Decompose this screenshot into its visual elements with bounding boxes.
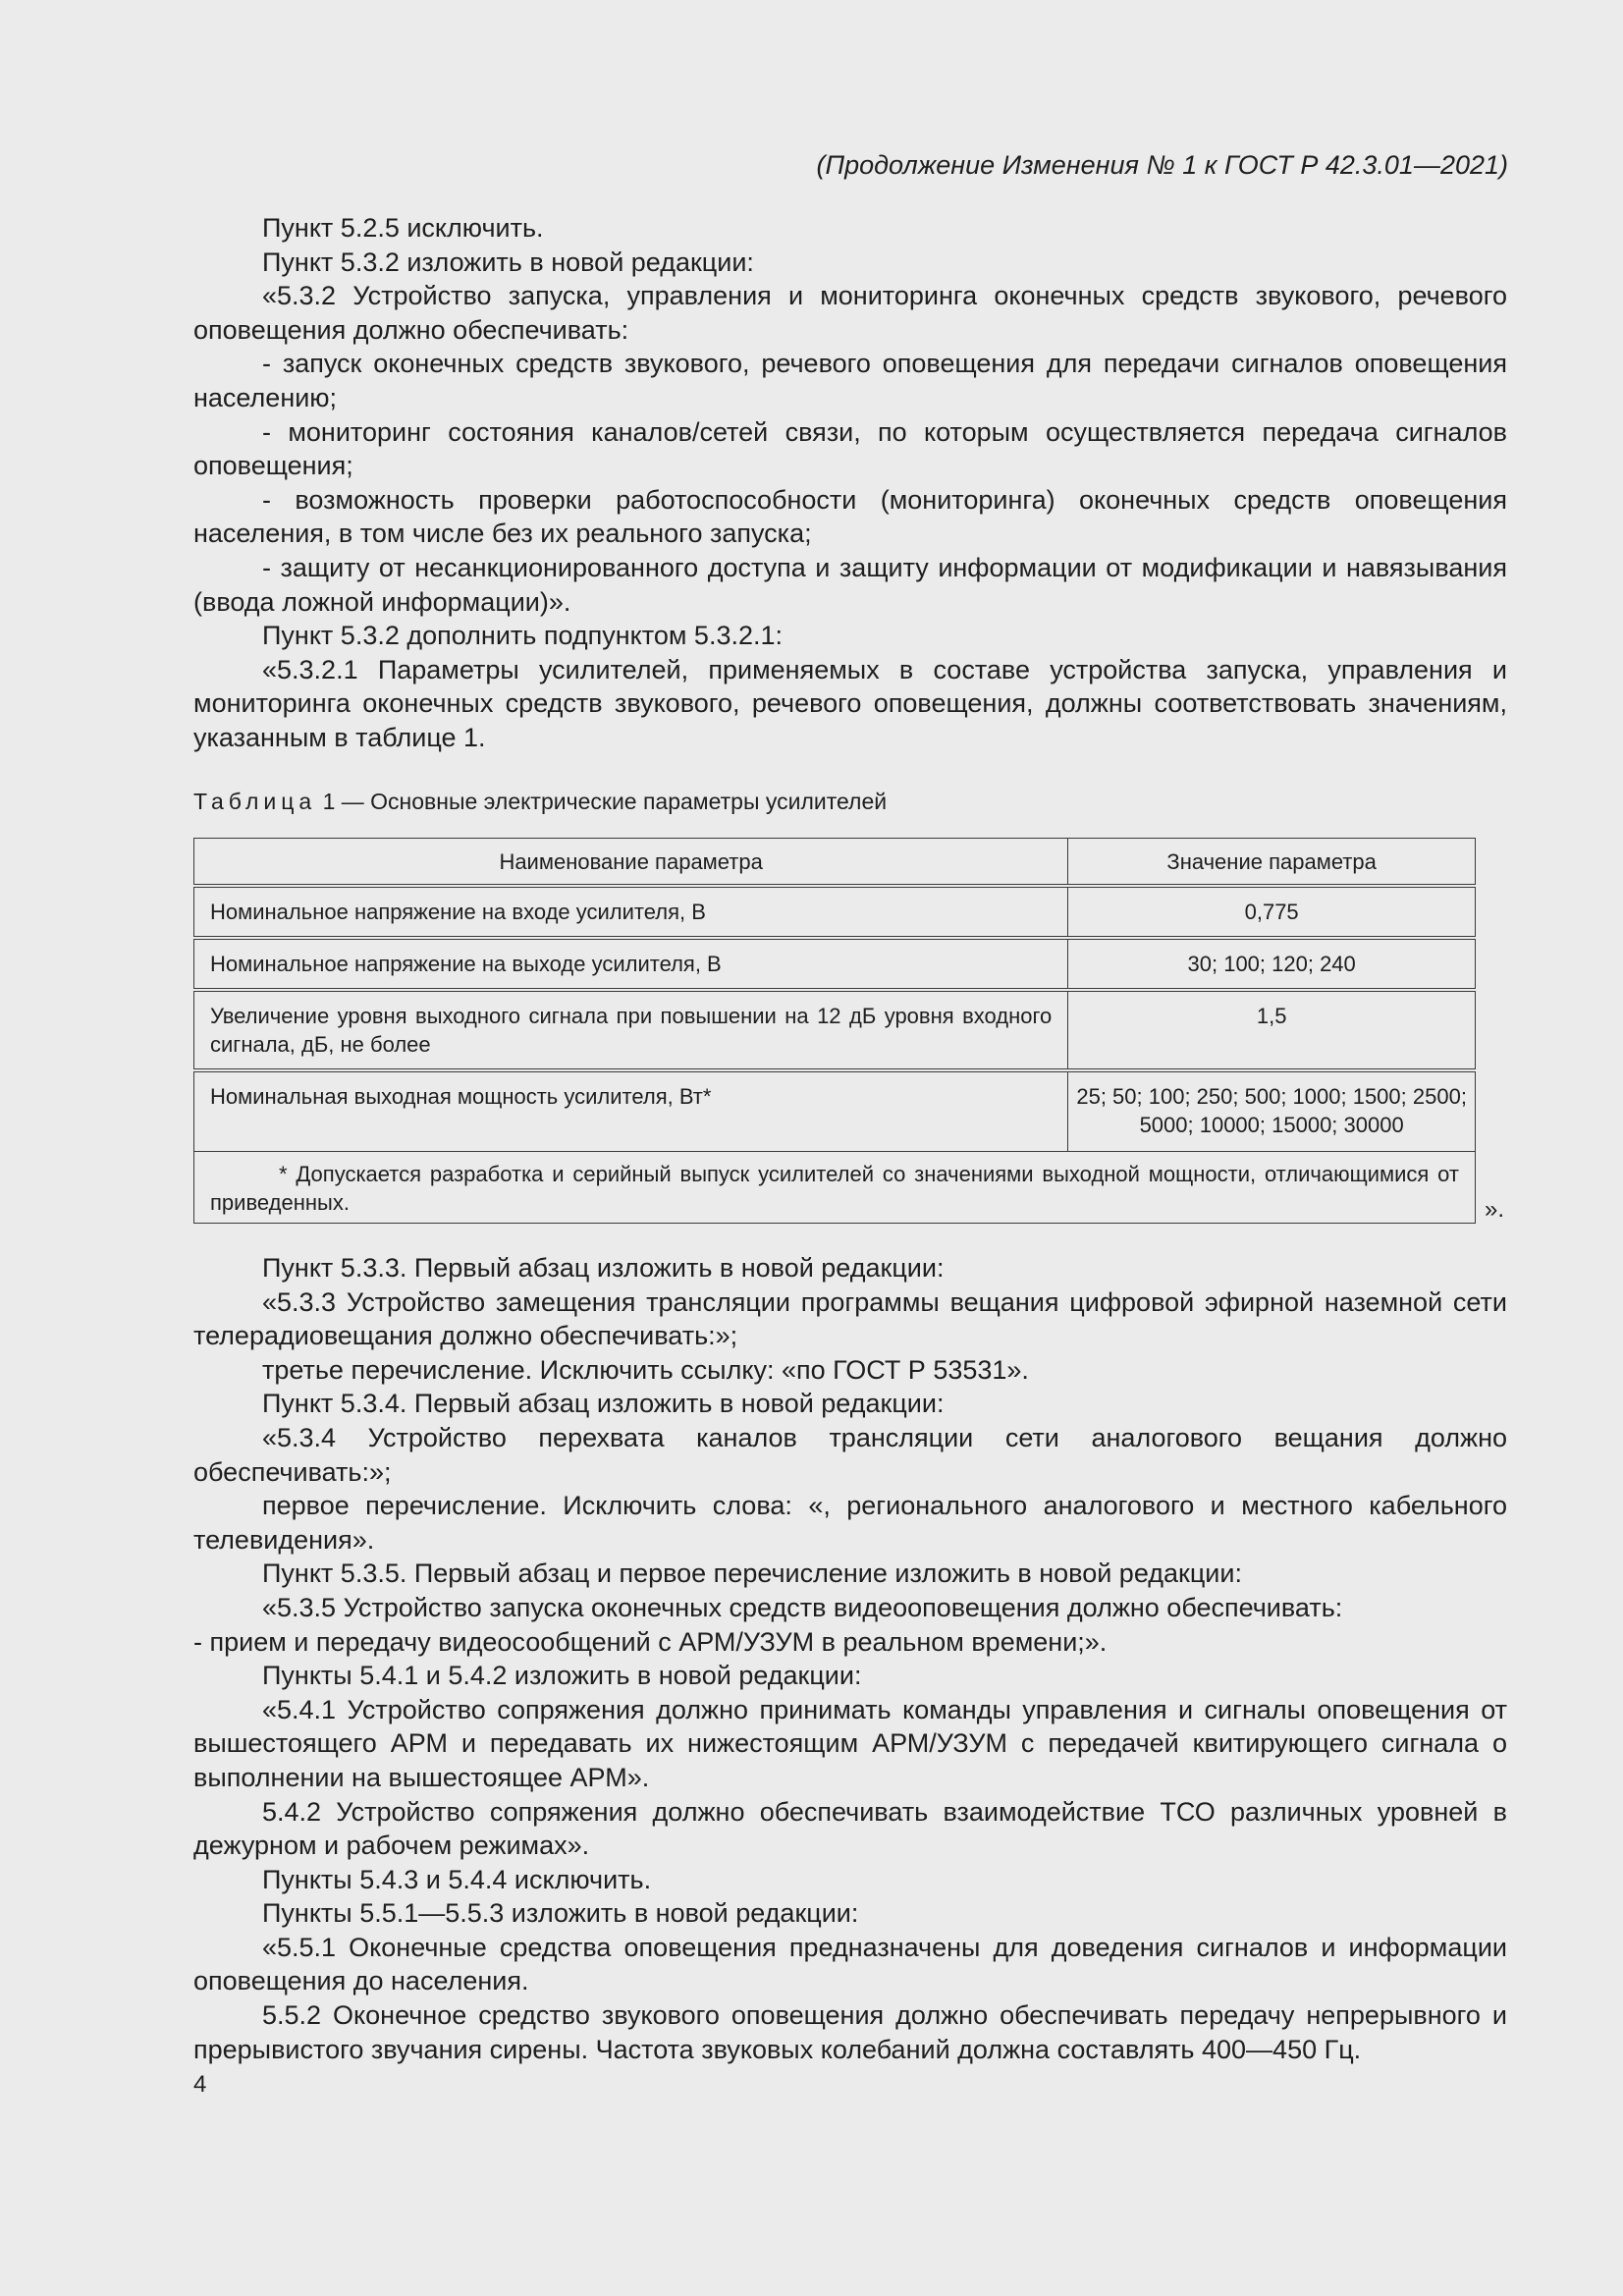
- paragraph: «5.5.1 Оконечные средства оповещения предназначены для доведения сигналов и информации оповещения до населения.: [193, 1932, 1507, 1996]
- paragraph: Пункт 5.3.3. Первый абзац изложить в новой редакции:: [262, 1253, 945, 1283]
- list-item: - запуск оконечных средств звукового, речевого оповещения для передачи сигналов оповещения населению;: [193, 349, 1507, 412]
- paragraph: Пункты 5.4.1 и 5.4.2 изложить в новой редакции:: [262, 1661, 862, 1691]
- param-value-cell: 30; 100; 120; 240: [1068, 938, 1476, 990]
- paragraph: Пункт 5.3.2 дополнить подпунктом 5.3.2.1:: [262, 621, 784, 651]
- table-header-row: [194, 839, 1476, 887]
- paragraph: «5.3.5 Устройство запуска оконечных средств видеооповещения должно обеспечивать:: [262, 1592, 1343, 1622]
- text-block-2: [193, 1251, 1507, 2066]
- param-value-cell: 0,775: [1068, 886, 1476, 938]
- paragraph: «5.3.3 Устройство замещения трансляции программы вещания цифровой эфирной наземной сети телерадиовещания должно обеспечивать:»;: [193, 1286, 1507, 1351]
- table-footnote-row: [194, 1152, 1476, 1224]
- param-name-cell: Номинальная выходная мощность усилителя, Вт*: [194, 1070, 1068, 1152]
- param-value-cell: 1,5: [1068, 990, 1476, 1070]
- table-caption-word: Таблица: [193, 789, 317, 814]
- table-caption-text: 1 — Основные электрические параметры усилителей: [316, 789, 888, 814]
- list-item: - защиту от несанкционированного доступа и защиту информации от модификации и навязывания (ввода ложной информации)».: [193, 552, 1507, 617]
- closing-quote: ».: [1485, 1196, 1505, 1223]
- param-name-cell: Номинальное напряжение на входе усилителя, В: [194, 886, 1068, 938]
- table-row: [194, 990, 1476, 1070]
- param-name-cell: Увеличение уровня выходного сигнала при повышении на 12 дБ уровня входного сигнала, дБ, не более: [194, 990, 1068, 1070]
- paragraph: Пункт 5.3.4. Первый абзац изложить в новой редакции:: [262, 1389, 945, 1419]
- paragraph: «5.3.2 Устройство запуска, управления и мониторинга оконечных средств звукового, речевого оповещения должно обеспечивать:: [193, 281, 1507, 345]
- parameters-table: [193, 838, 1476, 1224]
- table-row: [194, 886, 1476, 938]
- column-header-value: Значение параметра: [1068, 839, 1476, 887]
- paragraph: Пункты 5.4.3 и 5.4.4 исключить.: [262, 1864, 652, 1894]
- table-row: [194, 1070, 1476, 1152]
- paragraph: первое перечисление. Исключить слова: «, регионального аналогового и местного кабельного телевидения».: [193, 1491, 1507, 1555]
- paragraph: Пункты 5.5.1—5.5.3 изложить в новой редакции:: [262, 1898, 859, 1929]
- paragraph: Пункт 5.3.2 изложить в новой редакции:: [262, 246, 754, 277]
- page-number: 4: [193, 2071, 207, 2098]
- param-name-cell: Номинальное напряжение на выходе усилителя, В: [194, 938, 1068, 990]
- table-footnote: * Допускается разработка и серийный выпуск усилителей со значениями выходной мощности, отличающимися от приведенных.: [194, 1152, 1476, 1224]
- list-item: - возможность проверки работоспособности (мониторинга) оконечных средств оповещения населения, в том числе без их реального запуска;: [193, 484, 1507, 549]
- running-header: (Продолжение Изменения № 1 к ГОСТ Р 42.3.01—2021): [816, 150, 1508, 180]
- paragraph: 5.5.2 Оконечное средство звукового оповещения должно обеспечивать передачу непрерывного и прерывистого звучания сирены. Частота звуковых колебаний должна составлять 400—450 Гц.: [193, 2000, 1507, 2064]
- paragraph: третье перечисление. Исключить ссылку: «по ГОСТ Р 53531».: [262, 1354, 1029, 1385]
- paragraph: Пункт 5.2.5 исключить.: [262, 213, 544, 243]
- list-item: - прием и передачу видеосообщений с АРМ/УЗУМ в реальном времени;».: [193, 1626, 1108, 1657]
- list-item: - мониторинг состояния каналов/сетей связи, по которым осуществляется передача сигналов оповещения;: [193, 416, 1507, 481]
- table-caption: [193, 787, 887, 816]
- table-row: [194, 938, 1476, 990]
- column-header-name: Наименование параметра: [194, 839, 1068, 887]
- text-block-1: [193, 211, 1507, 755]
- paragraph: 5.4.2 Устройство сопряжения должно обеспечивать взаимодействие ТСО различных уровней в дежурном и рабочем режимах».: [193, 1796, 1507, 1861]
- paragraph: «5.3.2.1 Параметры усилителей, применяемых в составе устройства запуска, управления и мониторинга оконечных средств звукового, речевого оповещения, должны соответствовать значениям, указанным в таблице 1.: [193, 654, 1507, 752]
- paragraph: «5.3.4 Устройство перехвата каналов трансляции сети аналогового вещания должно обеспечивать:»;: [193, 1422, 1507, 1487]
- paragraph: Пункт 5.3.5. Первый абзац и первое перечисление изложить в новой редакции:: [262, 1558, 1242, 1589]
- param-value-cell: 25; 50; 100; 250; 500; 1000; 1500; 2500; 5000; 10000; 15000; 30000: [1068, 1070, 1476, 1152]
- paragraph: «5.4.1 Устройство сопряжения должно принимать команды управления и сигналы оповещения от вышестоящего АРМ и передавать их нижестоящим АРМ/УЗУМ с передачей квитирующего сигнала о выполнении на вышестоящее АРМ».: [193, 1694, 1507, 1792]
